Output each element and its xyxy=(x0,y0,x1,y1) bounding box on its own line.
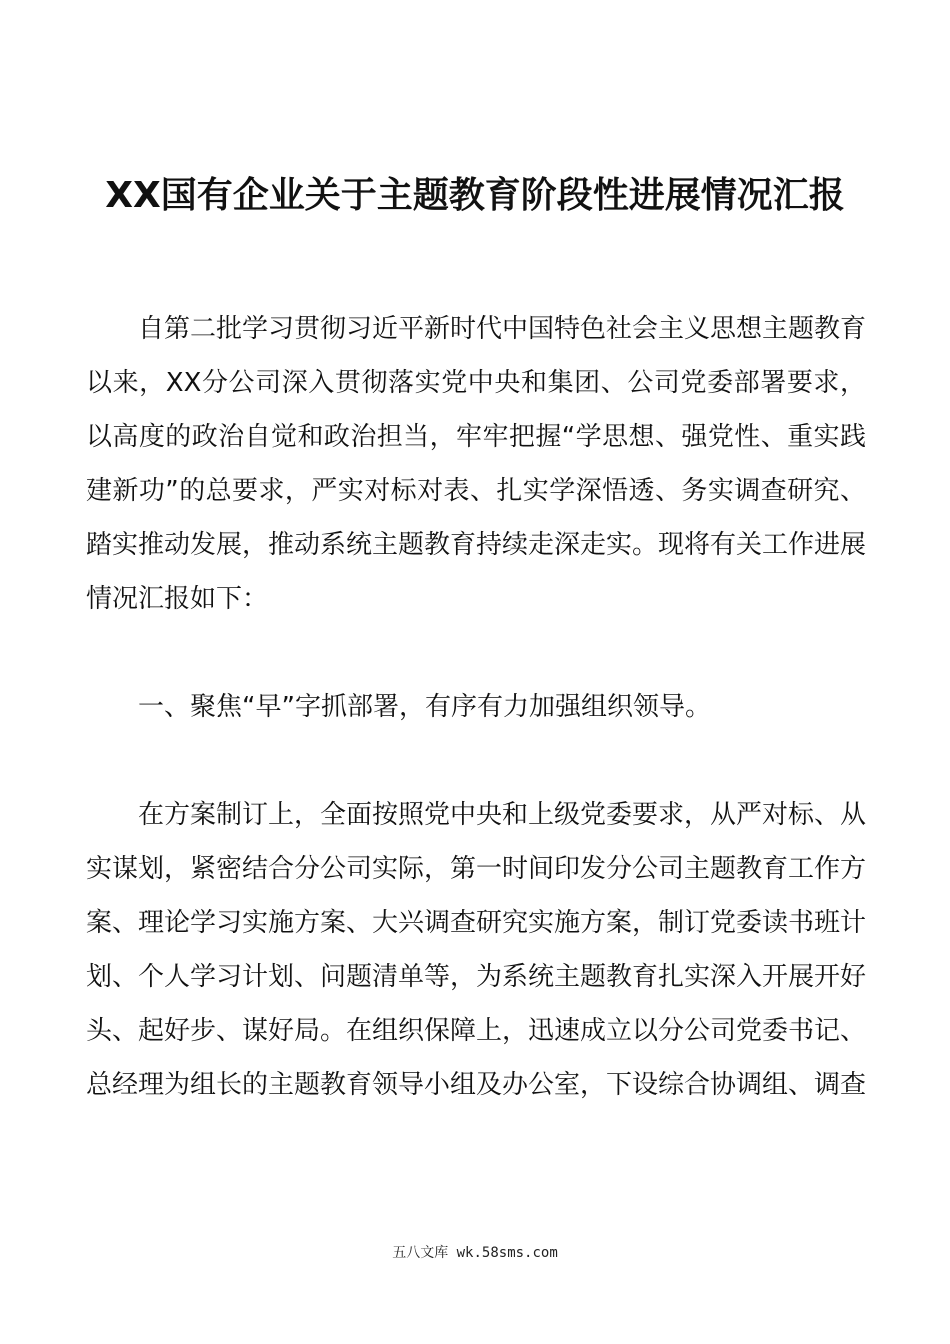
intro-paragraph: 自第二批学习贯彻习近平新时代中国特色社会主义思想主题教育以来，XX分公司深入贯彻落实党中央和集团、公司党委部署要求，以高度的政治自觉和政治担当，牢牢把握“学思想、强党性、重实践建新功”的总要求，严实对标对表、扎实学深悟透、务实调查研究、踏实推动发展，推动系统主题教育持续走深走实。现将有关工作进展情况汇报如下： xyxy=(86,314,867,614)
section-heading: 一、聚焦“早”字抓部署，有序有力加强组织领导。 xyxy=(138,692,711,722)
footer-watermark: 五八文库 wk.58sms.com xyxy=(392,1245,558,1261)
document-body xyxy=(86,302,866,1112)
document-title: XX国有企业关于主题教育阶段性进展情况汇报 xyxy=(105,175,845,216)
body-paragraph: 在方案制订上，全面按照党中央和上级党委要求，从严对标、从实谋划，紧密结合分公司实际，第一时间印发分公司主题教育工作方案、理论学习实施方案、大兴调查研究实施方案，制订党委读书班计划、个人学习计划、问题清单等，为系统主题教育扎实深入开展开好头、起好步、谋好局。在组织保障上，迅速成立以分公司党委书记、总经理为组长的主题教育领导小组及办公室，下设综合协调组、调查 xyxy=(86,800,867,1100)
